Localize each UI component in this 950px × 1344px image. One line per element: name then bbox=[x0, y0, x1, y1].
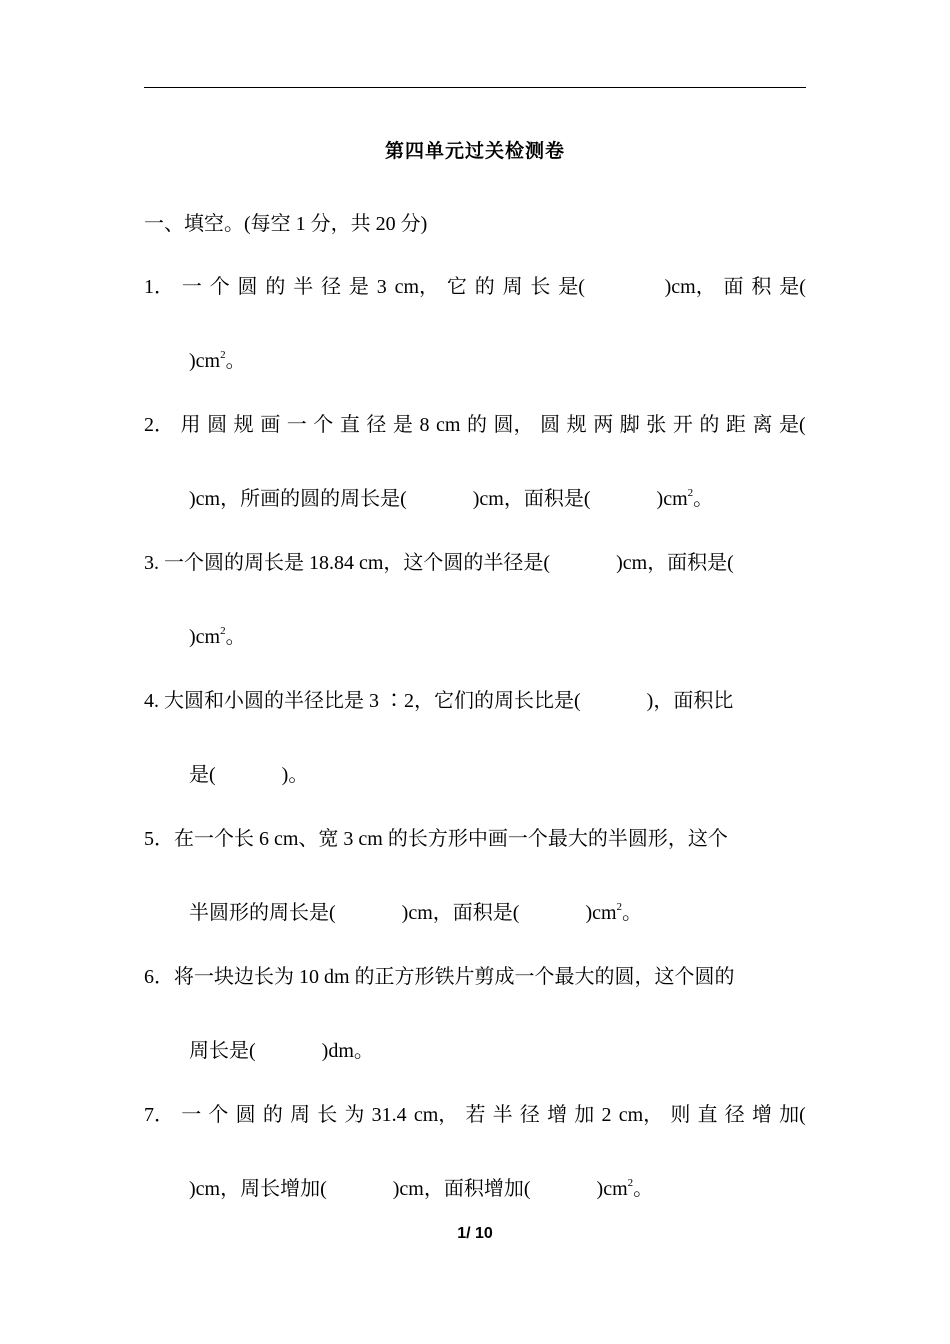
text: )cm，面积是( bbox=[616, 552, 734, 574]
text: 4. 大圆和小圆的半径比是 3 ∶2，它们的周长比是( bbox=[144, 690, 581, 712]
text: 离 bbox=[752, 414, 773, 436]
superscript: 2 bbox=[220, 349, 226, 361]
text: 1． bbox=[144, 276, 174, 298]
text: )cm bbox=[656, 488, 688, 510]
text: 。 bbox=[693, 488, 714, 510]
page-number: 1/ 10 bbox=[457, 1225, 493, 1242]
text: )dm。 bbox=[321, 1040, 374, 1062]
question-7-line-1 bbox=[144, 1101, 806, 1129]
text: 它 bbox=[446, 276, 467, 298]
text: 加 bbox=[574, 1104, 595, 1126]
text: )cm，周长增加( bbox=[189, 1178, 327, 1200]
text: 规 bbox=[566, 414, 587, 436]
text: 。 bbox=[225, 350, 246, 372]
text: 规 bbox=[233, 414, 254, 436]
text: 的 bbox=[474, 276, 495, 298]
text: )。 bbox=[281, 764, 309, 786]
text: )cm bbox=[585, 902, 617, 924]
text: 是 bbox=[348, 276, 369, 298]
superscript: 2 bbox=[687, 487, 694, 499]
text: 是 bbox=[392, 414, 413, 436]
text: 的 bbox=[265, 276, 286, 298]
text: 一 bbox=[181, 276, 202, 298]
question-7-line-2 bbox=[189, 1175, 653, 1203]
text: )cm，所画的圆的周长是( bbox=[189, 488, 407, 510]
text: 长 bbox=[530, 276, 551, 298]
text: )cm bbox=[596, 1178, 628, 1200]
text: )cm，面积是( bbox=[401, 902, 520, 924]
question-6-line-2 bbox=[189, 1037, 374, 1065]
question-1-line-2 bbox=[189, 347, 246, 375]
text: 。 bbox=[633, 1178, 654, 1200]
superscript: 2 bbox=[220, 625, 226, 637]
text: )，面积比 bbox=[646, 690, 734, 712]
text: 2． bbox=[144, 414, 174, 436]
text: 半圆形的周长是( bbox=[189, 902, 336, 924]
text: 是( bbox=[779, 414, 806, 436]
text: 圆， bbox=[493, 414, 534, 436]
text: 的 bbox=[262, 1104, 283, 1126]
question-3-line-1 bbox=[144, 549, 734, 577]
text: 3 bbox=[376, 276, 387, 298]
text: 直 bbox=[697, 1104, 718, 1126]
text: 个 bbox=[209, 276, 230, 298]
text: 是( bbox=[189, 764, 216, 786]
text: 面 bbox=[723, 276, 744, 298]
text: 若 bbox=[465, 1104, 486, 1126]
text: 。 bbox=[622, 902, 643, 924]
text: )cm， bbox=[664, 276, 716, 298]
question-3-line-2 bbox=[189, 623, 246, 651]
text: )cm，面积增加( bbox=[392, 1178, 531, 1200]
text: cm， bbox=[394, 276, 440, 298]
question-2-line-2 bbox=[189, 485, 713, 513]
question-5-line-1: 5．在一个长 6 cm、宽 3 cm 的长方形中画一个最大的半圆形，这个 bbox=[144, 828, 728, 850]
section-heading: 一、填空。(每空 1 分，共 20 分) bbox=[144, 213, 428, 235]
question-4-line-1 bbox=[144, 687, 733, 715]
text: 张 bbox=[646, 414, 667, 436]
text: 径 bbox=[321, 276, 342, 298]
text: 2 bbox=[601, 1104, 612, 1126]
text: 为 bbox=[344, 1104, 365, 1126]
text: 开 bbox=[672, 414, 693, 436]
question-6-line-1: 6．将一块边长为 10 dm 的正方形铁片剪成一个最大的圆，这个圆的 bbox=[144, 966, 735, 988]
text: 3. 一个圆的周长是 18.84 cm，这个圆的半径是( bbox=[144, 552, 551, 574]
text: 半 bbox=[293, 276, 314, 298]
text: 直 bbox=[339, 414, 360, 436]
text: 周长是( bbox=[189, 1040, 256, 1062]
text: 则 bbox=[670, 1104, 691, 1126]
answer-blank[interactable] bbox=[593, 273, 657, 301]
text: 加( bbox=[779, 1104, 806, 1126]
text: 一 bbox=[181, 1104, 202, 1126]
header-rule bbox=[144, 87, 806, 88]
text: 增 bbox=[751, 1104, 772, 1126]
text: 。 bbox=[225, 626, 246, 648]
text: 用 bbox=[180, 414, 201, 436]
text: cm bbox=[436, 414, 461, 436]
text: 径 bbox=[519, 1104, 540, 1126]
text: 周 bbox=[502, 276, 523, 298]
text: 周 bbox=[290, 1104, 311, 1126]
question-1-line-1 bbox=[144, 273, 806, 301]
text: 的 bbox=[467, 414, 487, 436]
text: )cm，面积是( bbox=[472, 488, 591, 510]
superscript: 2 bbox=[627, 1177, 634, 1189]
text: 增 bbox=[547, 1104, 568, 1126]
text: 一 bbox=[286, 414, 307, 436]
text: 是( bbox=[558, 276, 585, 298]
text: 圆 bbox=[207, 414, 228, 436]
text: cm， bbox=[618, 1104, 664, 1126]
text: 是( bbox=[779, 276, 806, 298]
text: 长 bbox=[317, 1104, 338, 1126]
text: 个 bbox=[313, 414, 334, 436]
question-2-line-1 bbox=[144, 411, 806, 439]
text: 圆 bbox=[540, 414, 561, 436]
text: 径 bbox=[366, 414, 387, 436]
text: 径 bbox=[724, 1104, 745, 1126]
text: 画 bbox=[260, 414, 281, 436]
text: 的 bbox=[699, 414, 720, 436]
text: 31.4 bbox=[371, 1104, 407, 1126]
text: cm， bbox=[413, 1104, 459, 1126]
question-4-line-2 bbox=[189, 761, 308, 789]
text: )cm bbox=[189, 626, 221, 648]
page-title: 第四单元过关检测卷 bbox=[384, 141, 565, 162]
text: 积 bbox=[751, 276, 772, 298]
text: )cm bbox=[189, 350, 221, 372]
text: 脚 bbox=[619, 414, 640, 436]
superscript: 2 bbox=[616, 901, 623, 913]
text: 7． bbox=[144, 1104, 174, 1126]
text: 圆 bbox=[235, 1104, 256, 1126]
text: 距 bbox=[725, 414, 746, 436]
text: 个 bbox=[208, 1104, 229, 1126]
text: 两 bbox=[593, 414, 614, 436]
text: 圆 bbox=[237, 276, 258, 298]
text: 8 bbox=[419, 414, 430, 436]
question-5-line-2 bbox=[189, 899, 642, 927]
text: 半 bbox=[492, 1104, 513, 1126]
